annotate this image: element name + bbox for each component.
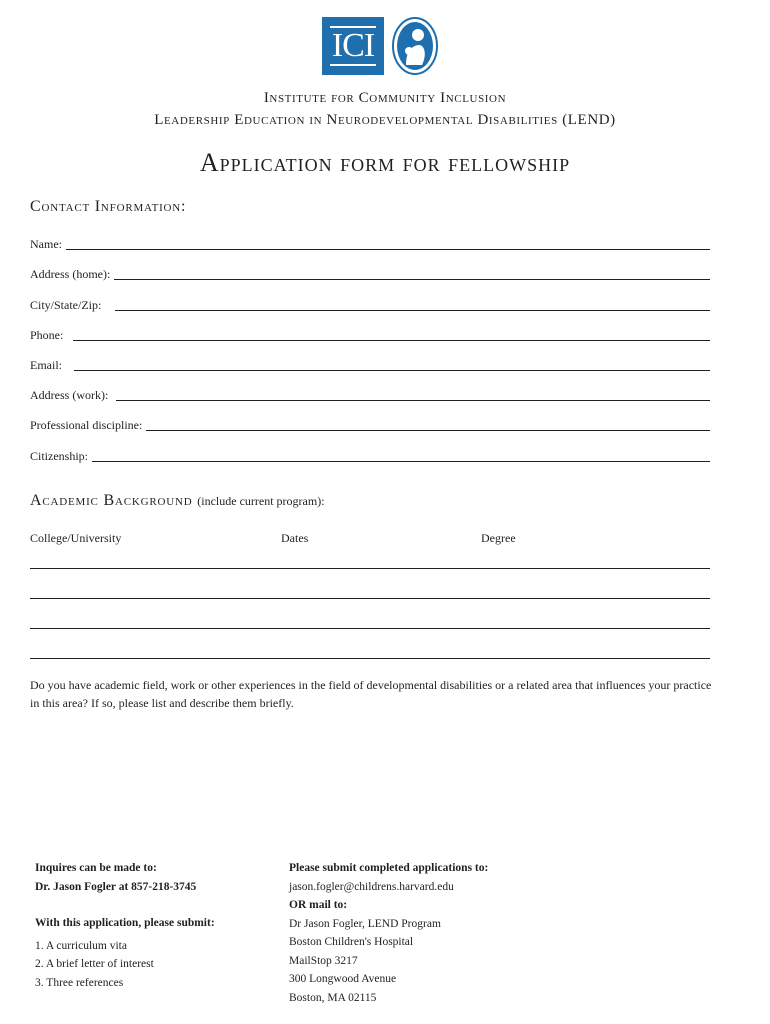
submission-email[interactable]: jason.fogler@childrens.harvard.edu bbox=[289, 880, 454, 893]
address-line: MailStop 3217 bbox=[289, 954, 358, 967]
email-field[interactable] bbox=[30, 355, 710, 373]
academic-entry-line[interactable] bbox=[30, 658, 710, 659]
work-address-line[interactable] bbox=[116, 399, 710, 401]
phone-label: Phone: bbox=[30, 328, 64, 342]
email-label: Email: bbox=[30, 358, 62, 372]
submit-item: 2. A brief letter of interest bbox=[35, 958, 154, 970]
professional-discipline-field[interactable] bbox=[30, 415, 710, 433]
address-line: Boston Children's Hospital bbox=[289, 936, 414, 948]
header-logos bbox=[322, 17, 442, 77]
contact-heading: Contact Information: bbox=[30, 198, 187, 215]
submit-item: 1. A curriculum vita bbox=[35, 939, 127, 952]
address-line: Dr Jason Fogler, LEND Program bbox=[289, 917, 441, 930]
childrens-hospital-logo bbox=[392, 17, 438, 75]
submit-title: With this application, please submit: bbox=[35, 917, 215, 929]
work-address-field[interactable] bbox=[30, 385, 710, 403]
home-address-label: Address (home): bbox=[30, 267, 111, 281]
city-state-zip-label: City/State/Zip: bbox=[30, 298, 102, 312]
academic-heading-note: (include current program): bbox=[197, 494, 325, 508]
or-mail-label: OR mail to: bbox=[289, 899, 348, 911]
academic-entry-line[interactable] bbox=[30, 598, 710, 599]
institute-name: Institute for Community Inclusion bbox=[263, 90, 507, 106]
inquiries-contact: Dr. Jason Fogler at 857-218-3745 bbox=[35, 880, 197, 893]
name-line[interactable] bbox=[66, 248, 710, 250]
academic-entry-line[interactable] bbox=[30, 568, 710, 569]
submission-block bbox=[289, 859, 589, 1007]
column-dates: Dates bbox=[281, 531, 309, 545]
phone-field[interactable] bbox=[30, 325, 710, 343]
citizenship-field[interactable] bbox=[30, 446, 710, 464]
email-line[interactable] bbox=[74, 369, 710, 371]
citizenship-label: Citizenship: bbox=[30, 449, 88, 463]
academic-entry-line[interactable] bbox=[30, 628, 710, 629]
ici-logo-text: ICI bbox=[331, 27, 375, 64]
city-state-zip-line[interactable] bbox=[115, 309, 710, 311]
home-address-line[interactable] bbox=[114, 278, 710, 280]
page-title: Application form for fellowship bbox=[199, 148, 571, 177]
address-line: 300 Longwood Avenue bbox=[289, 973, 397, 985]
submission-title: Please submit completed applications to: bbox=[289, 862, 489, 874]
submit-item: 3. Three references bbox=[35, 976, 124, 989]
city-state-zip-field[interactable] bbox=[30, 295, 710, 313]
inquiries-block bbox=[35, 859, 275, 992]
address-line: Boston, MA 02115 bbox=[289, 991, 377, 1004]
experience-question: Do you have academic field, work or other experiences in the field of developmental disabilities or a related area that influences your practice in this area? If so, please list and describe them briefly. bbox=[30, 678, 712, 710]
home-address-field[interactable] bbox=[30, 264, 710, 282]
academic-heading-text: Academic Background bbox=[30, 492, 193, 509]
program-name: Leadership Education in Neurodevelopmental Disabilities (LEND) bbox=[154, 112, 616, 128]
name-field[interactable] bbox=[30, 234, 710, 252]
citizenship-line[interactable] bbox=[92, 460, 710, 462]
work-address-label: Address (work): bbox=[30, 388, 109, 402]
column-college: College/University bbox=[30, 531, 122, 545]
professional-discipline-label: Professional discipline: bbox=[30, 418, 143, 432]
name-label: Name: bbox=[30, 237, 62, 251]
ici-logo bbox=[322, 17, 384, 75]
column-degree: Degree bbox=[481, 531, 516, 545]
academic-heading bbox=[30, 492, 325, 510]
phone-line[interactable] bbox=[73, 339, 710, 341]
inquiries-title: Inquires can be made to: bbox=[35, 862, 157, 874]
professional-discipline-line[interactable] bbox=[146, 429, 710, 431]
